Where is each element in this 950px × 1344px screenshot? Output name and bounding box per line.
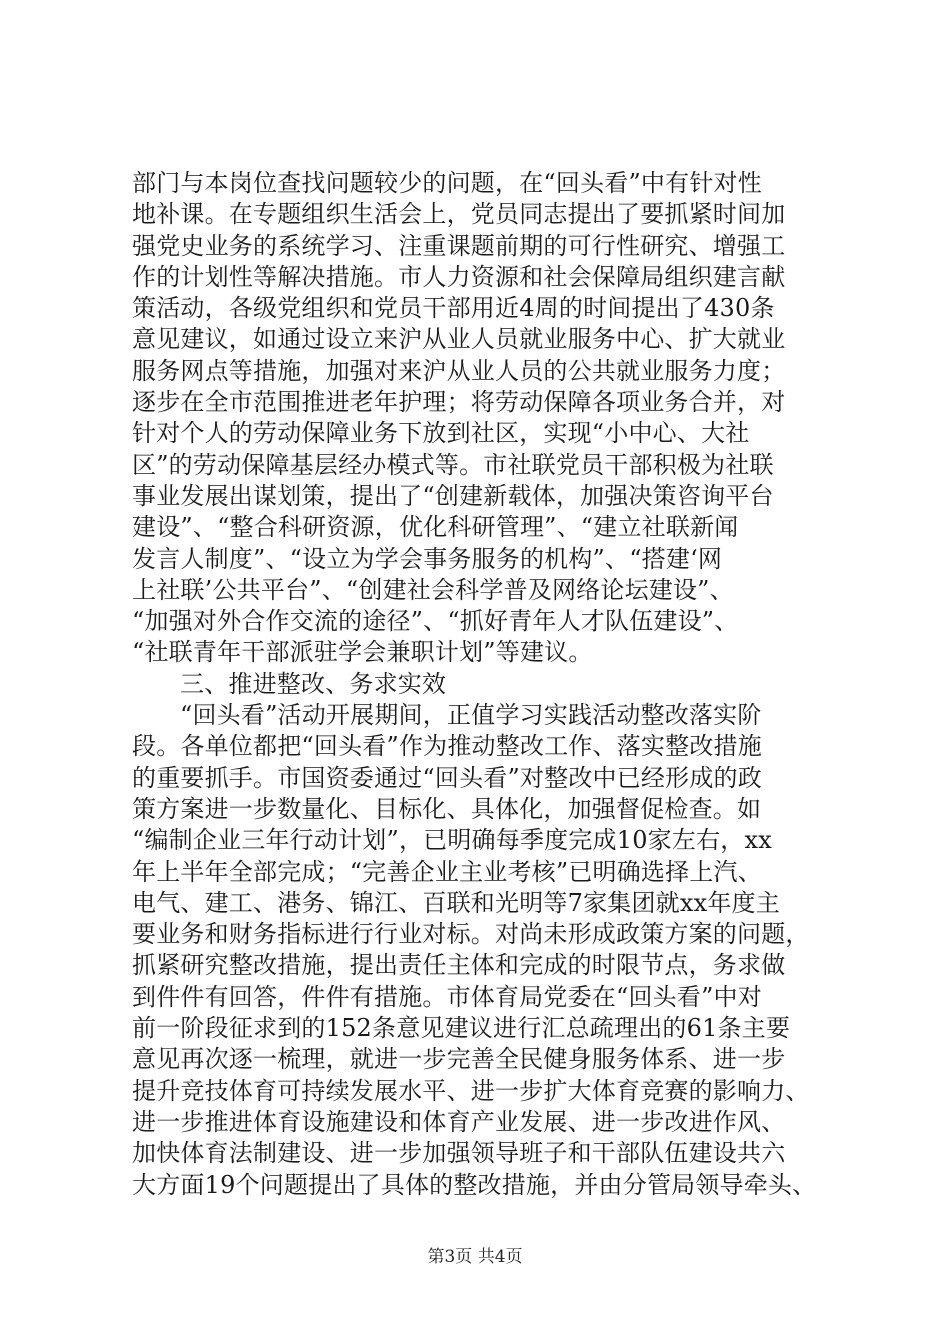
text-line: 区”的劳动保障基层经办模式等。市社联党员干部积极为社联 xyxy=(132,450,774,479)
text-line: 大方面19个问题提出了具体的整改措施，并由分管局领导牵头、 xyxy=(132,1170,817,1199)
text-line: 段。各单位都把“回头看”作为推动整改工作、落实整改措施 xyxy=(132,732,762,761)
section-heading: 三、推进整改、务求实效 xyxy=(180,669,447,698)
text-line: 意见再次逐一梳理，就进一步完善全民健身服务体系、进一步 xyxy=(132,1045,786,1074)
text-line: 服务网点等措施，加强对来沪从业人员的公共就业服务力度； xyxy=(132,356,786,385)
text-line: 年上半年全部完成；“完善企业主业考核”已明确选择上汽、 xyxy=(132,857,762,886)
text-line: 进一步推进体育设施建设和体育产业发展、进一步改进作风、 xyxy=(132,1107,786,1136)
text-line: 建设”、“整合科研资源，优化科研管理”、“建立社联新闻 xyxy=(132,513,739,542)
text-line: 地补课。在专题组织生活会上，党员同志提出了要抓紧时间加 xyxy=(132,200,786,229)
text-line: “加强对外合作交流的途径”、“抓好青年人才队伍建设”、 xyxy=(132,607,739,636)
text-line: “社联青年干部派驻学会兼职计划”等建议。 xyxy=(132,638,593,667)
text-line: 要业务和财务指标进行行业对标。对尚未形成政策方案的问题， xyxy=(132,920,810,949)
text-line: 到件件有回答，件件有措施。市体育局党委在“回头看”中对 xyxy=(132,982,762,1011)
text-line: 策方案进一步数量化、目标化、具体化，加强督促检查。如 xyxy=(132,794,762,823)
text-line: 上社联’公共平台”、“创建社会科学普及网络论坛建设”、 xyxy=(132,575,734,604)
paragraph-first-line: “回头看”活动开展期间，正值学习实践活动整改落实阶 xyxy=(180,701,762,730)
page-number-footer: 第3页 共4页 xyxy=(427,1247,523,1267)
text-line: 抓紧研究整改措施，提出责任主体和完成的时限节点，务求做 xyxy=(132,951,786,980)
body-text xyxy=(132,168,832,1201)
text-line: 强党史业务的系统学习、注重课题前期的可行性研究、增强工 xyxy=(132,231,786,260)
text-line: 事业发展出谋划策，提出了“创建新载体，加强决策咨询平台 xyxy=(132,481,774,510)
text-line: 部门与本岗位查找问题较少的问题，在“回头看”中有针对性 xyxy=(132,169,762,197)
text-line: 逐步在全市范围推进老年护理；将劳动保障各项业务合并，对 xyxy=(132,388,786,417)
text-line: “编制企业三年行动计划”，已明确每季度完成10家左右，xx xyxy=(132,826,772,855)
text-line: 意见建议，如通过设立来沪从业人员就业服务中心、扩大就业 xyxy=(132,325,786,354)
text-line: 加快体育法制建设、进一步加强领导班子和干部队伍建设共六 xyxy=(132,1139,786,1168)
text-line: 发言人制度”、“设立为学会事务服务的机构”、“搭建‘网 xyxy=(132,544,723,573)
text-line: 提升竞技体育可持续发展水平、进一步扩大体育竞赛的影响力、 xyxy=(132,1076,810,1105)
text-line: 针对个人的劳动保障业务下放到社区，实现“小中心、大社 xyxy=(132,419,750,448)
text-line: 策活动，各级党组织和党员干部用近4周的时间提出了430条 xyxy=(132,294,775,323)
text-line: 电气、建工、港务、锦江、百联和光明等7家集团就xx年度主 xyxy=(132,888,780,917)
text-line: 作的计划性等解决措施。市人力资源和社会保障局组织建言献 xyxy=(132,262,786,291)
text-line: 前一阶段征求到的152条意见建议进行汇总疏理出的61条主要 xyxy=(132,1014,791,1043)
text-line: 的重要抓手。市国资委通过“回头看”对整改中已经形成的政 xyxy=(132,763,762,792)
